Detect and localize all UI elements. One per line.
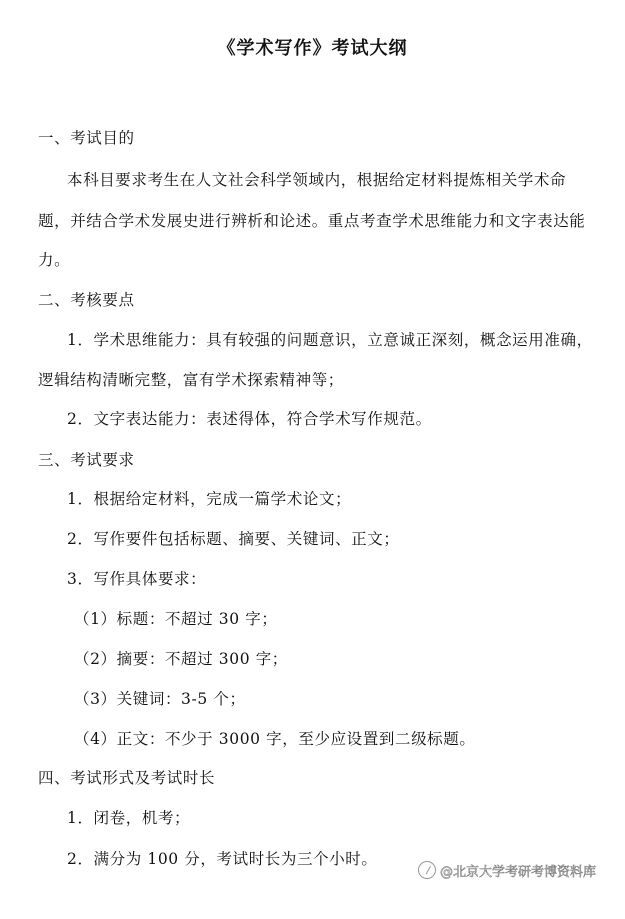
- watermark-text: @北京大学考研考博资料库: [440, 864, 597, 880]
- sub-list-item: （4）正文：不少于 3000 字，至少应设置到二级标题。: [74, 730, 476, 748]
- list-item: 2．满分为 100 分，考试时长为三个小时。: [67, 850, 378, 868]
- document-title: 《学术写作》考试大纲: [217, 38, 408, 59]
- sub-list-item: （2）摘要：不超过 300 字；: [74, 650, 288, 668]
- sub-list-item: （1）标题：不超过 30 字；: [74, 610, 278, 628]
- watermark: [418, 858, 596, 882]
- section-heading-assessment-points: 二、考核要点: [38, 291, 135, 309]
- list-item: 2．文字表达能力：表述得体，符合学术写作规范。: [67, 410, 432, 428]
- section-heading-exam-purpose: 一、考试目的: [38, 129, 135, 147]
- zhihu-logo-icon: [418, 861, 436, 879]
- section-heading-exam-requirements: 三、考试要求: [38, 451, 135, 469]
- sub-list-item: （3）关键词：3-5 个；: [74, 690, 246, 708]
- paragraph-line: 题，并结合学术发展史进行辨析和论述。重点考查学术思维能力和文字表达能: [38, 212, 586, 230]
- paragraph-line: 本科目要求考生在人文社会科学领域内，根据给定材料提炼相关学术命: [67, 171, 567, 189]
- list-item-continuation: 逻辑结构清晰完整，富有学术探索精神等；: [38, 371, 344, 389]
- list-item: 1．根据给定材料，完成一篇学术论文；: [67, 490, 352, 508]
- list-item: 2．写作要件包括标题、摘要、关键词、正文；: [67, 530, 400, 548]
- section-heading-exam-format: 四、考试形式及考试时长: [38, 769, 216, 787]
- list-item: 1．闭卷，机考；: [67, 809, 191, 827]
- list-item: 1．学术思维能力：具有较强的问题意识，立意诚正深刻，概念运用准确，: [67, 331, 593, 349]
- paragraph-line: 力。: [38, 251, 71, 269]
- list-item: 3．写作具体要求：: [67, 570, 207, 588]
